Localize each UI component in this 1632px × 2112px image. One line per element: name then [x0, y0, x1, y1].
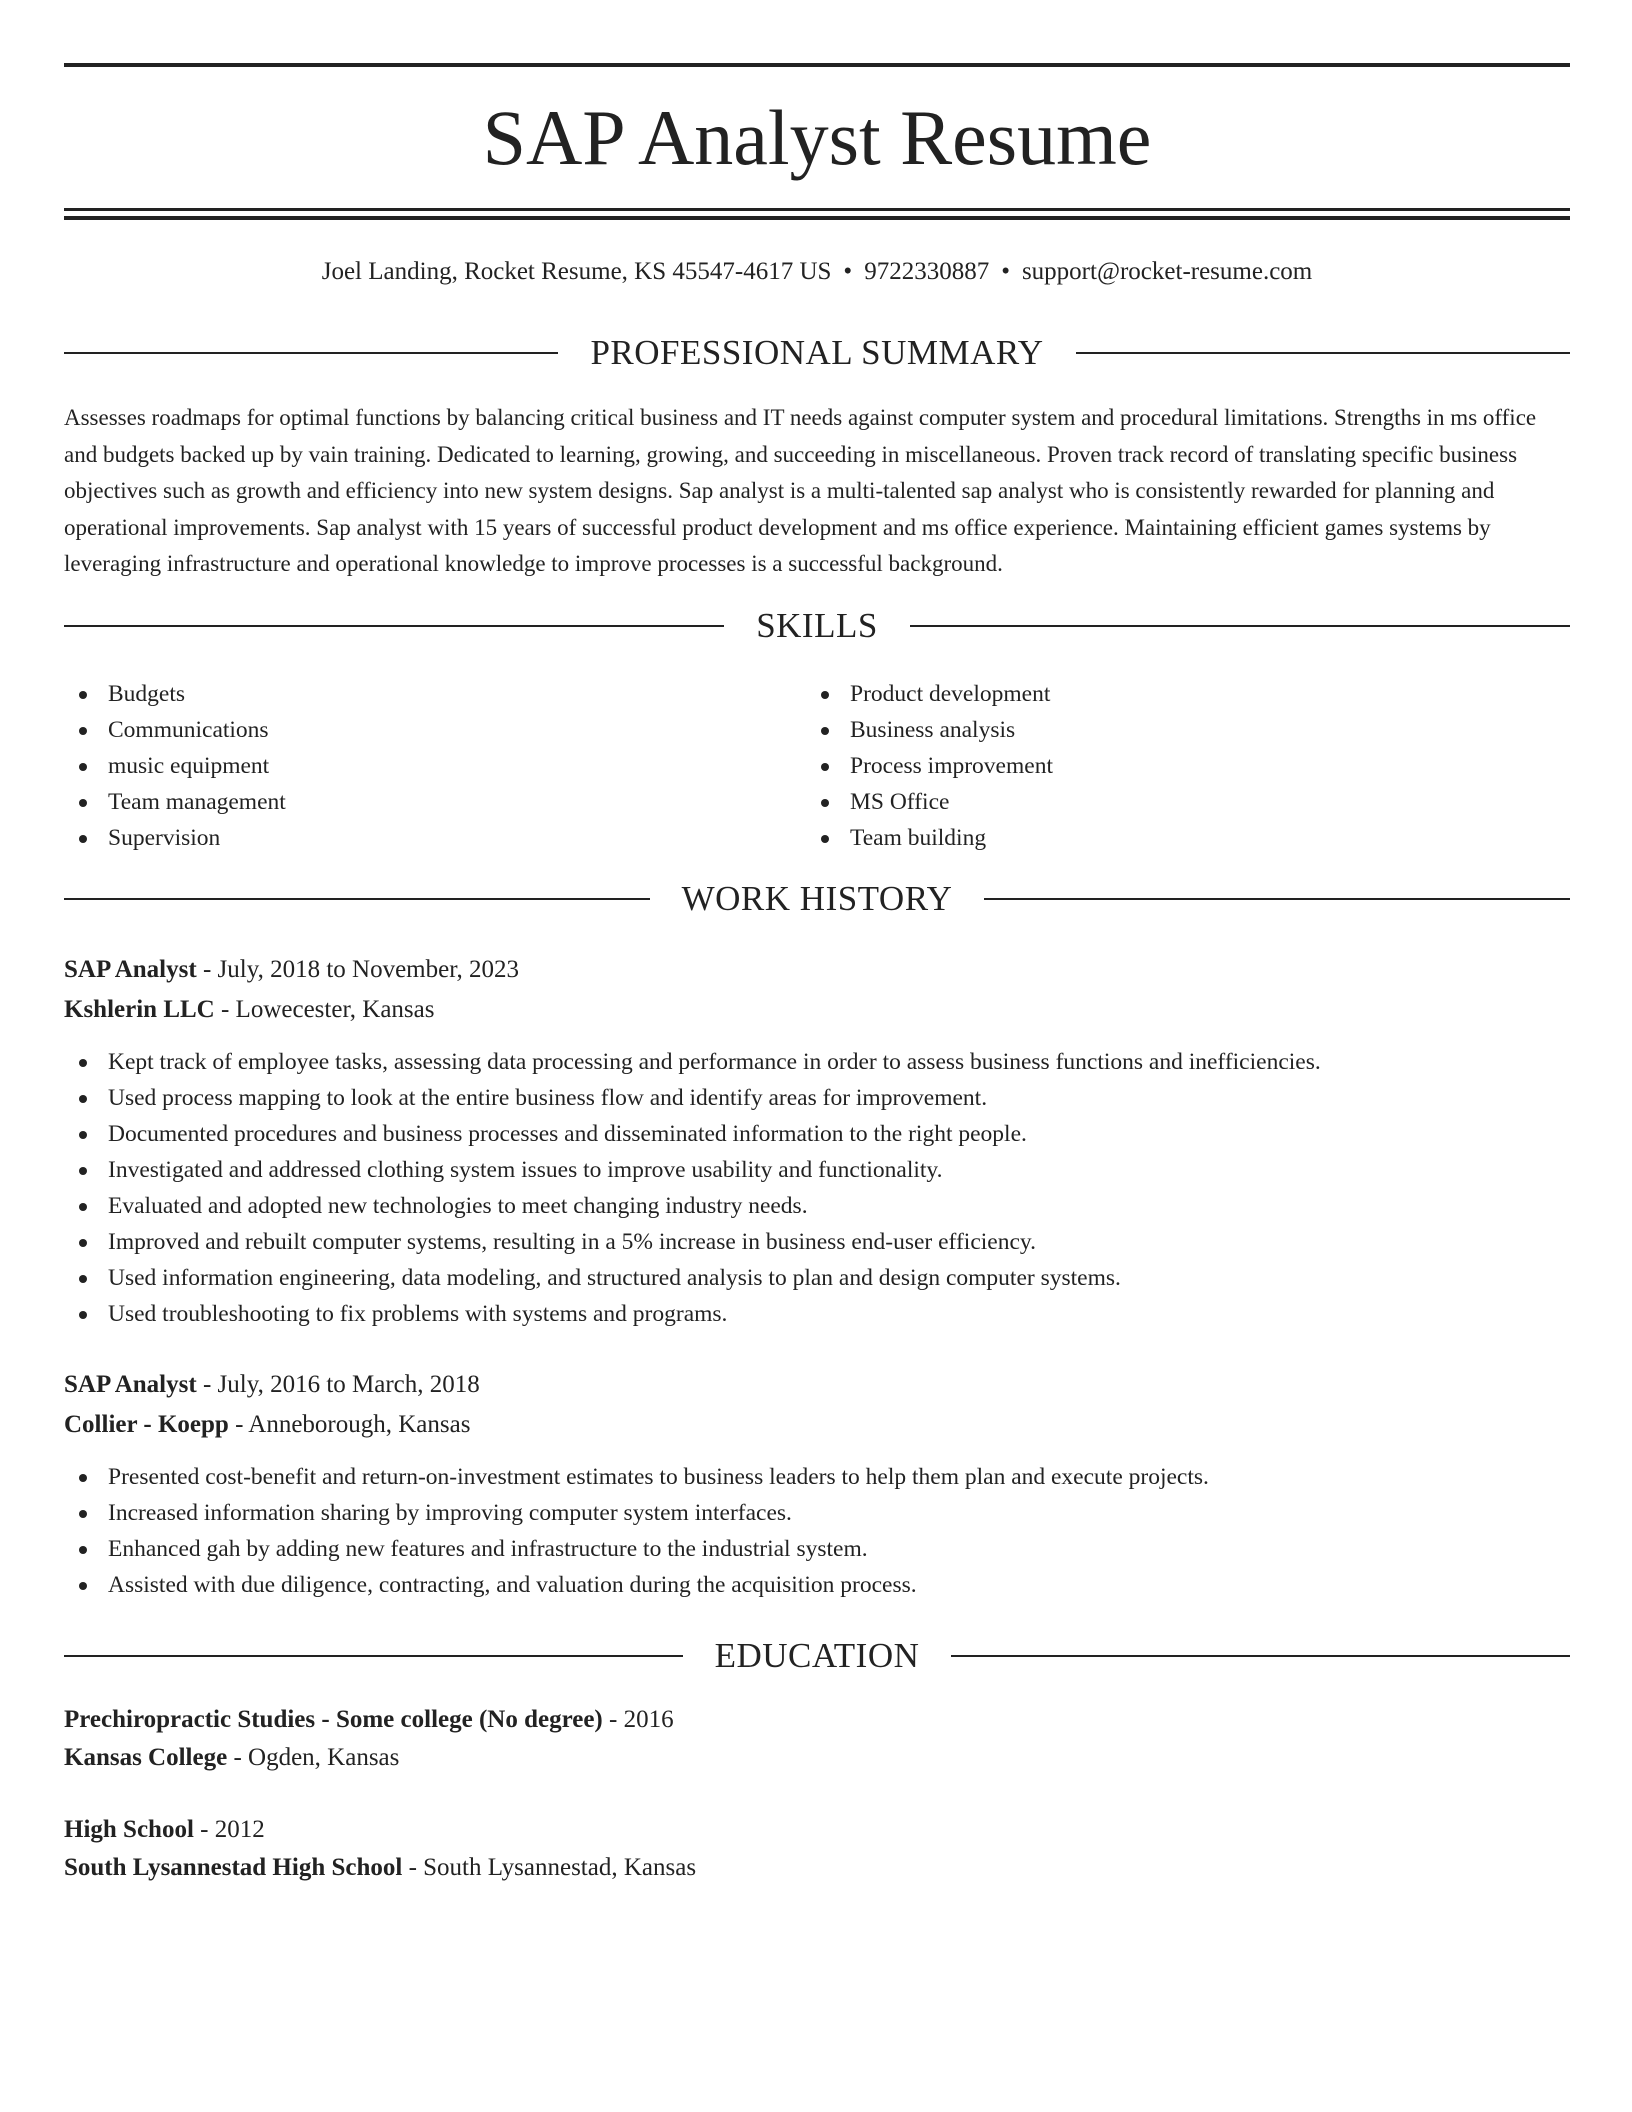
education-year: - 2012	[193, 1816, 265, 1843]
skill-item: MS Office	[806, 784, 1546, 820]
education-location: - South Lysannestad, Kansas	[402, 1854, 697, 1881]
section-header-skills	[64, 603, 1570, 649]
skill-item: Supervision	[64, 820, 804, 856]
section-rule	[64, 1655, 683, 1657]
contact-phone: 9722330887	[864, 258, 990, 285]
contact-separator: •	[1001, 258, 1010, 285]
job-bullet: Used troubleshooting to fix problems with systems and programs.	[64, 1296, 1570, 1332]
job-bullet: Increased information sharing by improving computer system interfaces.	[64, 1495, 1570, 1531]
job-title: SAP Analyst	[64, 956, 197, 983]
title-rule	[64, 216, 1570, 220]
education-degree-line	[64, 1700, 674, 1740]
skill-item: Product development	[806, 676, 1546, 712]
section-rule	[64, 898, 650, 900]
job-bullet: Enhanced gah by adding new features and infrastructure to the industrial system.	[64, 1531, 1570, 1567]
job-title-line	[64, 1365, 480, 1405]
job-location: - Lowecester, Kansas	[214, 996, 435, 1023]
education-location: - Ogden, Kansas	[227, 1744, 400, 1771]
section-header-education	[64, 1633, 1570, 1679]
skill-item: Communications	[64, 712, 804, 748]
job-company: Collier - Koepp	[64, 1411, 229, 1438]
job-company: Kshlerin LLC	[64, 996, 215, 1023]
job-bullet: Presented cost-benefit and return-on-investment estimates to business leaders to help them plan and execute projects.	[64, 1459, 1570, 1495]
title-rule	[64, 208, 1570, 211]
job-bullet: Improved and rebuilt computer systems, resulting in a 5% increase in business end-user efficiency.	[64, 1224, 1570, 1260]
job-bullet: Used information engineering, data modeling, and structured analysis to plan and design computer systems.	[64, 1260, 1570, 1296]
education-year: - 2016	[602, 1706, 674, 1733]
job-company-line	[64, 990, 434, 1030]
job-bullet: Kept track of employee tasks, assessing data processing and performance in order to assess business functions and inefficiencies.	[64, 1044, 1570, 1080]
section-rule	[64, 352, 558, 354]
top-rule	[64, 63, 1570, 67]
job-bullets	[64, 1459, 1570, 1603]
skills-list-left	[64, 676, 804, 856]
skill-item: Team building	[806, 820, 1546, 856]
contact-address: Joel Landing, Rocket Resume, KS 45547-4617 US	[321, 258, 832, 285]
education-school-line	[64, 1848, 696, 1888]
section-header-work	[64, 876, 1570, 922]
education-degree-line	[64, 1810, 265, 1850]
page-title: SAP Analyst Resume	[482, 94, 1152, 181]
job-company-line	[64, 1405, 470, 1445]
education-school: Kansas College	[64, 1744, 228, 1771]
job-bullets	[64, 1044, 1570, 1332]
section-rule	[64, 625, 724, 627]
contact-separator: •	[843, 258, 853, 285]
section-header-summary	[64, 330, 1570, 376]
section-rule	[984, 898, 1570, 900]
job-bullet: Documented procedures and business processes and disseminated information to the right people.	[64, 1116, 1570, 1152]
section-title-skills: SKILLS	[756, 606, 878, 645]
section-title-summary: PROFESSIONAL SUMMARY	[590, 333, 1044, 372]
skill-item: Process improvement	[806, 748, 1546, 784]
job-bullet: Investigated and addressed clothing system issues to improve usability and functionality.	[64, 1152, 1570, 1188]
section-rule	[1076, 352, 1570, 354]
skill-item: Team management	[64, 784, 804, 820]
section-title-work: WORK HISTORY	[681, 879, 953, 918]
job-dates: - July, 2018 to November, 2023	[196, 956, 520, 983]
section-rule	[951, 1655, 1570, 1657]
section-title-education: EDUCATION	[714, 1636, 920, 1675]
job-location: - Anneborough, Kansas	[228, 1411, 471, 1438]
job-dates: - July, 2016 to March, 2018	[196, 1371, 480, 1398]
job-bullet: Assisted with due diligence, contracting, and valuation during the acquisition process.	[64, 1567, 1570, 1603]
job-bullet: Evaluated and adopted new technologies to meet changing industry needs.	[64, 1188, 1570, 1224]
skill-item: music equipment	[64, 748, 804, 784]
skills-list-right	[806, 676, 1546, 856]
skill-item: Budgets	[64, 676, 804, 712]
job-bullet: Used process mapping to look at the entire business flow and identify areas for improvement.	[64, 1080, 1570, 1116]
job-title-line	[64, 950, 519, 990]
contact-line	[64, 254, 1570, 290]
education-degree: High School	[64, 1816, 194, 1843]
summary-text: Assesses roadmaps for optimal functions by balancing critical business and IT needs against computer system and procedural limitations. Strengths in ms office and budgets backed up by vain training. Dedicated to learning, growing, and succeeding in miscellaneous. Proven track record of translating specific business objectives such as growth and efficiency into new system designs. Sap analyst is a multi-talented sap analyst who is consistently rewarded for planning and operational improvements. Sap analyst with 15 years of successful product development and ms office experience. Maintaining efficient games systems by leveraging infrastructure and operational knowledge to improve processes is a successful background.	[64, 405, 1537, 576]
education-school: South Lysannestad High School	[64, 1854, 403, 1881]
job-title: SAP Analyst	[64, 1371, 197, 1398]
section-rule	[910, 625, 1570, 627]
skill-item: Business analysis	[806, 712, 1546, 748]
education-degree: Prechiropractic Studies - Some college (No degree)	[64, 1706, 603, 1733]
education-school-line	[64, 1738, 399, 1778]
contact-email: support@rocket-resume.com	[1021, 258, 1313, 285]
